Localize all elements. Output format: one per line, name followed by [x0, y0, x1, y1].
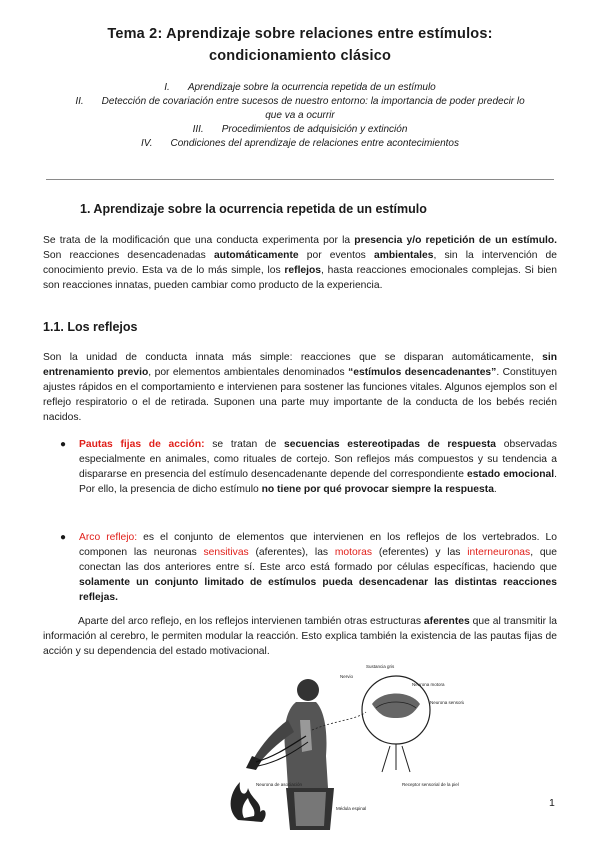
bullet-pautas-fijas	[79, 437, 557, 497]
text-run: , sin la intervención de conocimiento previo. Esta va de lo más simple, los	[43, 250, 558, 276]
horizontal-divider	[46, 179, 554, 180]
label-nervio: Nervio	[340, 674, 354, 679]
bullet-label: Pautas fijas de acción:	[79, 439, 205, 450]
page-number: 1	[549, 797, 555, 809]
text-run: (eferentes) y las	[372, 547, 468, 558]
text-run: es el conjunto de elementos que intervienen en los reflejos de los vertebrados. Lo componen las neuronas	[79, 532, 557, 558]
text-run: por eventos	[298, 250, 374, 261]
label-receptor: Receptor sensorial de la piel	[402, 782, 459, 787]
bullet-dot: ●	[60, 532, 67, 543]
toc-num: I.	[164, 82, 170, 93]
toc-text: Procedimientos de adquisición y extinción	[221, 124, 408, 135]
title-line-2: condicionamiento clásico	[208, 48, 392, 64]
reflex-arc-illustration	[216, 660, 464, 832]
section-1-heading: 1. Aprendizaje sobre la ocurrencia repetida de un estímulo	[80, 202, 427, 216]
text-run: Se trata de la modificación que una conducta experimenta por la	[43, 235, 355, 246]
reflejos-paragraph	[43, 350, 557, 425]
text-run: , que conectan las dos anteriores entre sí. Este arco está formado por células específicas, haciendo que	[79, 547, 557, 573]
bold-run: presencia y/o repetición de un estímulo.	[354, 235, 558, 246]
bullet-dot: ●	[60, 439, 67, 450]
toc-item-2-cont	[40, 109, 560, 123]
bold-run: aferentes	[423, 616, 470, 627]
text-run: que al transmitir la información al cerebro, le permiten modular la reacción. Esto explica también la existencia de las pautas fijas de acción y su dependencia del estado motivacional.	[43, 616, 557, 657]
bold-run: ambientales	[373, 250, 434, 261]
text-run: Son reacciones desencadenadas	[43, 250, 214, 261]
label-sustancia-gris: Sustancia gris	[366, 664, 395, 669]
bold-run: “estímulos desencadenantes”	[348, 367, 497, 378]
nerve-fibres	[382, 744, 410, 772]
text-run: se tratan de	[204, 439, 285, 450]
bold-run: reflejos	[284, 265, 322, 276]
toc-text-cont: que va a ocurrir	[265, 110, 335, 121]
toc-text: Condiciones del aprendizaje de relaciones entre acontecimientos	[170, 138, 459, 149]
bold-run: automáticamente	[213, 250, 299, 261]
closing-paragraph	[43, 614, 557, 659]
bold-run: sin entrenamiento previo	[43, 352, 557, 378]
text-run: , hasta reacciones emocionales complejas. Si bien son reacciones innatas, pueden cambiar como producto de la experiencia.	[43, 265, 557, 291]
reflex-arc-drawing	[216, 660, 464, 832]
bold-run: solamente un conjunto limitado de estímulos pueda desencadenar las distintas reacciones reflejas.	[79, 577, 557, 603]
text-run: .	[493, 484, 497, 495]
red-run: interneuronas	[467, 547, 531, 558]
bold-run: no tiene por qué provocar siempre la respuesta	[261, 484, 494, 495]
label-asociacion: Neurona de asociación	[256, 782, 303, 787]
toc-num: IV.	[141, 138, 153, 149]
text-run: . Constituyen ajustes rápidos en el comportamiento e intervienen para sostener las funciones vitales. Algunos ejemplos son el reflejo respiratorio o el de retirada. Suponen una parte muy importante de la conducta de los bebés recién nacidos.	[43, 367, 557, 423]
section-1-paragraph	[43, 233, 557, 293]
label-neurona-sensorial: Neurona sensorial	[430, 700, 464, 705]
title-line-1: Tema 2: Aprendizaje sobre relaciones entre estímulos:	[107, 26, 493, 42]
text-run: Aparte del arco reflejo, en los reflejos intervienen también otras estructuras	[78, 616, 424, 627]
label-medula: Médula espinal	[336, 806, 367, 811]
bold-run: secuencias estereotipadas de respuesta	[284, 439, 497, 450]
toc-num: III.	[192, 124, 204, 135]
label-neurona-motora: Neurona motora	[412, 682, 445, 687]
person-head	[297, 679, 319, 701]
section-1-1-heading: 1.1. Los reflejos	[43, 320, 138, 334]
toc-item-3	[40, 123, 560, 137]
red-run: sensitivas	[203, 547, 249, 558]
bold-run: estado emocional	[466, 469, 555, 480]
bullet-label: Arco reflejo:	[79, 532, 138, 543]
text-run: (aferentes), las	[248, 547, 335, 558]
toc-item-4	[40, 137, 560, 151]
toc-num: II.	[75, 96, 84, 107]
text-run: , por elementos ambientales denominados	[148, 367, 349, 378]
bullet-arco-reflejo	[79, 530, 557, 605]
toc-text: Detección de covariación entre sucesos de nuestro entorno: la importancia de poder predecir lo	[101, 96, 525, 107]
text-run: Son la unidad de conducta innata más simple: reacciones que se disparan automáticamente,	[43, 352, 543, 363]
text-run: observadas especialmente en animales, como rituales de cortejo. Son reflejos más compuestos y su tendencia a dispararse en presencia del estímulo desencadenante depende del correspondiente	[79, 439, 557, 480]
stool-highlight	[294, 792, 326, 826]
toc-item-1	[40, 81, 560, 95]
red-run: motoras	[334, 547, 373, 558]
text-run: . Por ello, la presencia de dicho estímulo	[79, 469, 557, 495]
toc-item-2	[40, 95, 560, 109]
toc-text: Aprendizaje sobre la ocurrencia repetida de un estímulo	[187, 82, 436, 93]
table-of-contents	[40, 81, 560, 151]
